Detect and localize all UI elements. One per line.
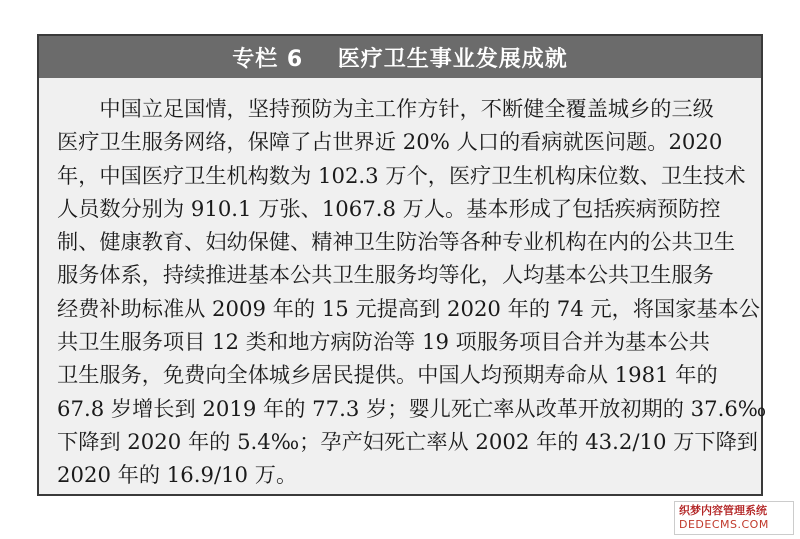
watermark-domain: DEDECMS.COM — [679, 518, 769, 531]
body-line: 年，中国医疗卫生机构数为 102.3 万个，医疗卫生机构床位数、卫生技术 — [57, 162, 746, 188]
watermark-logo — [674, 501, 794, 535]
body-line: 经费补助标准从 2009 年的 15 元提高到 2020 年的 74 元，将国家基本公 — [57, 295, 760, 321]
feature-box — [37, 34, 767, 496]
body-line: 卫生服务，免费向全体城乡居民提供。中国人均预期寿命从 1981 年的 — [57, 362, 718, 388]
body-line: 2020 年的 16.9/10 万。 — [57, 462, 298, 488]
body-line: 人员数分别为 910.1 万张、1067.8 万人。基本形成了包括疾病预防控 — [57, 195, 721, 221]
body-line: 67.8 岁增长到 2019 年的 77.3 岁；婴儿死亡率从改革开放初期的 37.6‰ — [57, 395, 767, 421]
watermark-text: 织梦内容管理系统 — [679, 504, 767, 517]
box-title: 专栏 6 医疗卫生事业发展成就 — [232, 46, 568, 72]
box-header — [39, 36, 761, 78]
body-line: 服务体系，持续推进基本公共卫生服务均等化，人均基本公共卫生服务 — [57, 262, 714, 288]
body-line: 下降到 2020 年的 5.4‰；孕产妇死亡率从 2002 年的 43.2/10 万下降到 — [57, 428, 758, 454]
body-line: 共卫生服务项目 12 类和地方病防治等 19 项服务项目合并为基本公共 — [57, 329, 710, 355]
body-line: 医疗卫生服务网络，保障了占世界近 20% 人口的看病就医问题。2020 — [57, 129, 723, 155]
body-line: 制、健康教育、妇幼保健、精神卫生防治等各种专业机构在内的公共卫生 — [57, 229, 736, 255]
box-body — [57, 92, 767, 492]
body-line: 中国立足国情，坚持预防为主工作方针，不断健全覆盖城乡的三级 — [57, 96, 714, 121]
